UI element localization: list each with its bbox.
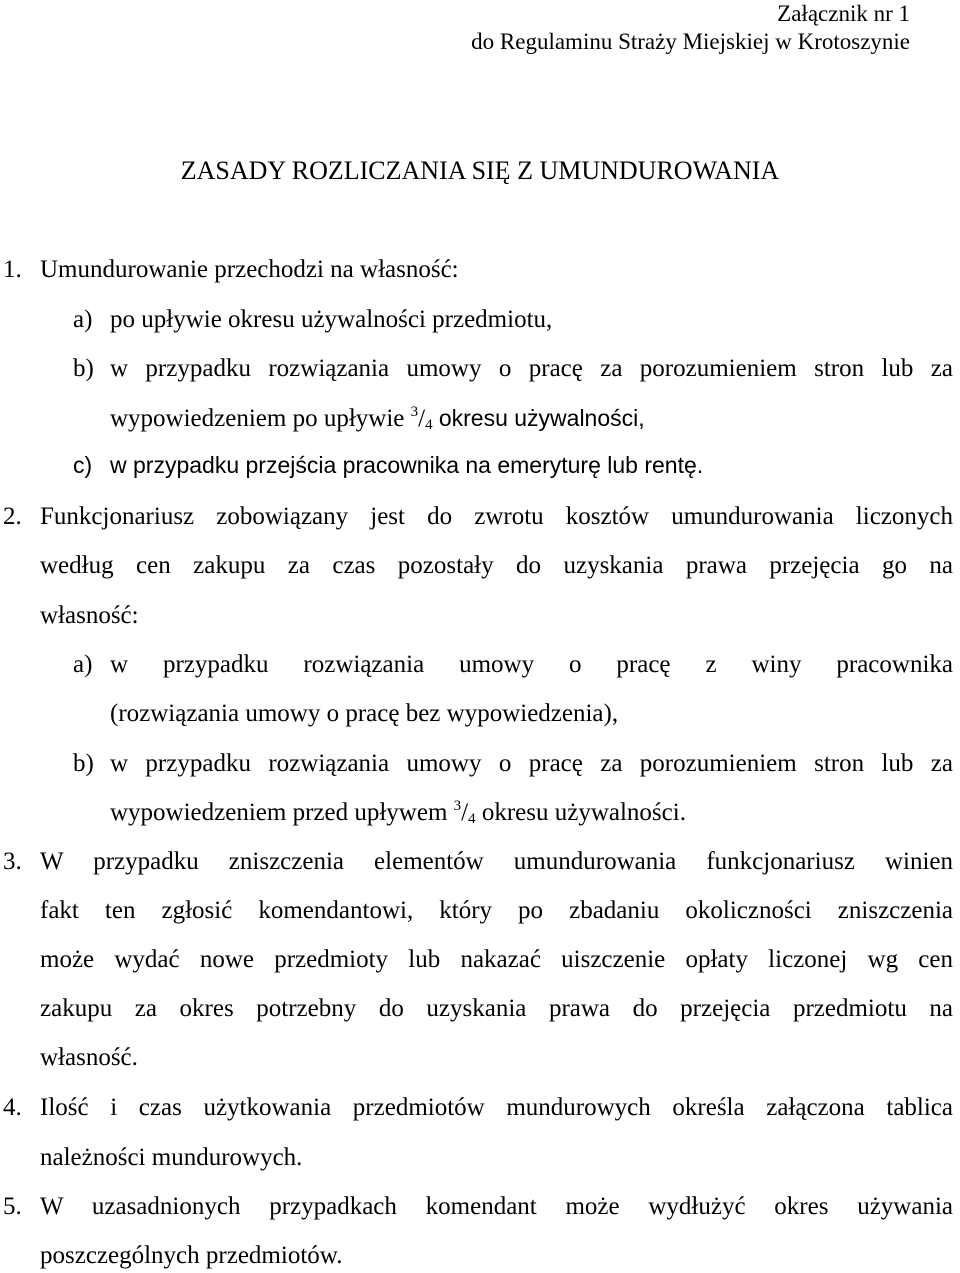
section-2-a-line-2: (rozwiązania umowy o pracę bez wypowiedzenia), xyxy=(110,700,619,727)
section-1-b-line-1: w przypadku rozwiązania umowy o pracę za porozumieniem stron lub za xyxy=(110,355,953,382)
section-4-number: 4. xyxy=(3,1094,22,1121)
section-1-intro: Umundurowanie przechodzi na własność: xyxy=(40,256,459,283)
section-3-number: 3. xyxy=(3,848,22,875)
section-2-b-line-2 xyxy=(110,800,686,825)
section-1-b-text-before: wypowiedzeniem po upływie xyxy=(110,405,405,432)
attachment-reference: do Regulaminu Straży Miejskiej w Krotoszynie xyxy=(471,29,910,54)
fraction-three-quarters: $^3/_4$ xyxy=(410,404,433,433)
section-1-b-text-after: okresu używalności, xyxy=(438,405,645,431)
attachment-number: Załącznik nr 1 xyxy=(777,1,910,26)
section-1-a-marker: a) xyxy=(73,306,93,333)
section-4-line-2: należności mundurowych. xyxy=(40,1144,303,1171)
section-4-line-1: Ilość i czas użytkowania przedmiotów mundurowych określa załączona tablica xyxy=(40,1094,953,1121)
section-2-a-line-1: w przypadku rozwiązania umowy o pracę z winy pracownika xyxy=(110,651,953,678)
section-3-line-3: może wydać nowe przedmioty lub nakazać uiszczenie opłaty liczonej wg cen xyxy=(40,946,953,973)
section-5-line-1: W uzasadnionych przypadkach komendant może wydłużyć okres używania xyxy=(40,1193,953,1220)
section-1-b-marker: b) xyxy=(73,355,94,382)
section-3-line-1: W przypadku zniszczenia elementów umundurowania funkcjonariusz winien xyxy=(40,848,953,875)
section-1-c-marker: c) xyxy=(73,452,93,478)
section-2-line-2: według cen zakupu za czas pozostały do uzyskania prawa przejęcia go na xyxy=(40,552,953,579)
section-5-line-2: poszczególnych przedmiotów. xyxy=(40,1242,343,1269)
section-3-line-2: fakt ten zgłosić komendantowi, który po zbadaniu okoliczności zniszczenia xyxy=(40,897,953,924)
section-2-b-line-1: w przypadku rozwiązania umowy o pracę za porozumieniem stron lub za xyxy=(110,750,953,777)
section-1-b-line-2 xyxy=(110,406,645,431)
section-2-line-1: Funkcjonariusz zobowiązany jest do zwrotu kosztów umundurowania liczonych xyxy=(40,503,953,530)
section-1-number: 1. xyxy=(3,256,22,283)
section-2-b-text-before: wypowiedzeniem przed upływem xyxy=(110,799,448,826)
document-title: ZASADY ROZLICZANIA SIĘ Z UMUNDUROWANIA xyxy=(180,156,780,185)
section-2-line-3: własność: xyxy=(40,602,139,629)
fraction-three-quarters: $^3/_4$ xyxy=(453,798,476,827)
section-3-line-5: własność. xyxy=(40,1044,138,1071)
section-5-number: 5. xyxy=(3,1193,22,1220)
section-2-b-text-after: okresu używalności. xyxy=(481,799,686,826)
section-2-number: 2. xyxy=(3,503,22,530)
section-1-a-text: po upływie okresu używalności przedmiotu, xyxy=(110,306,553,333)
section-2-b-marker: b) xyxy=(73,750,94,777)
section-1-c-text: w przypadku przejścia pracownika na emeryturę lub rentę. xyxy=(110,452,704,478)
section-3-line-4: zakupu za okres potrzebny do uzyskania prawa do przejęcia przedmiotu na xyxy=(40,995,953,1022)
section-2-a-marker: a) xyxy=(73,651,93,678)
